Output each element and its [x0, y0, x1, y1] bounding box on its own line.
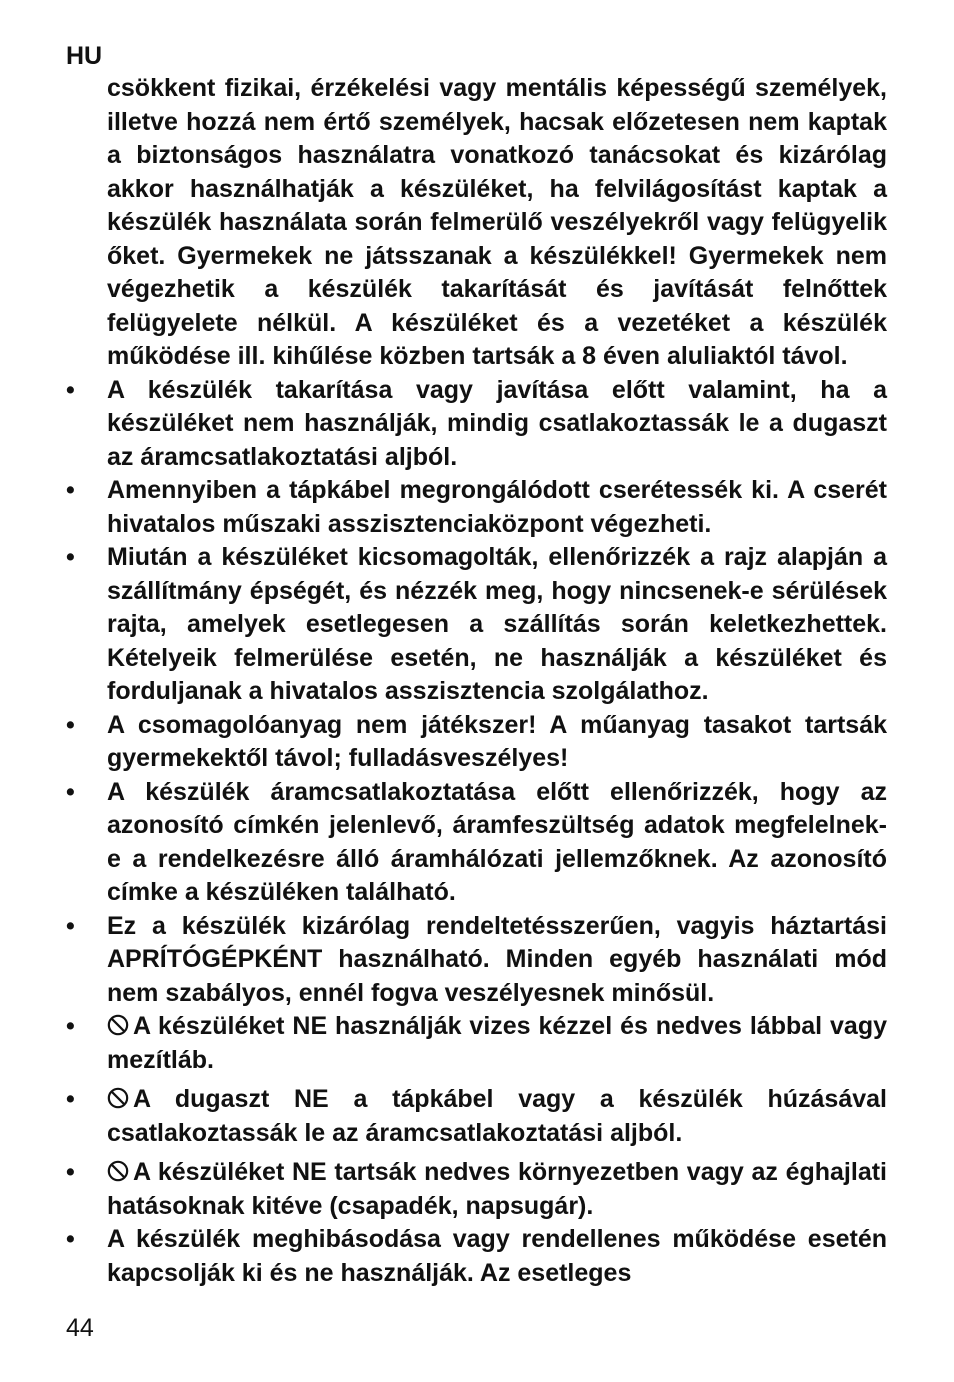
- list-item-text: A dugaszt NE a tápkábel vagy a készülék húzásával csatlakoztassák le az áramcsatlakoztatási aljból.: [107, 1085, 887, 1147]
- language-code: HU: [66, 42, 103, 70]
- intro-paragraph: csökkent fizikai, érzékelési vagy mentális képességű személyek, illetve hozzá nem értő személyek, hacsak előzetesen nem kaptak a biztonságos használatra vonatkozó tanácsokat és kizárólag akkor használhatják a készüléket, ha felvilágosítást kaptak a készülék használata során felmerülő veszélyekről vagy felügyelik őket. Gyermekek ne játsszanak a készülékkel! Gyermekek nem végezhetik a készülék takarítását és javítását felnőttek felügyelete nélkül. A készüléket és a vezetéket a készülék működése ill. kihűlése közben tartsák a 8 éven aluliaktól távol.: [107, 74, 887, 370]
- list-item: [66, 776, 887, 910]
- safety-list: [66, 374, 887, 1291]
- bullet: •: [66, 710, 75, 739]
- bullet: •: [66, 1085, 75, 1113]
- list-item-text: A csomagolóanyag nem játékszer! A műanyag tasakot tartsák gyermekektől távol; fulladásveszélyes!: [107, 710, 887, 772]
- list-item: [66, 1083, 887, 1150]
- bullet: •: [66, 1158, 75, 1186]
- list-item: [66, 374, 887, 475]
- list-item-text: A készülék takarítása vagy javítása előtt valamint, ha a készüléket nem használják, mindig csatlakoztassák le a dugaszt az áramcsatlakoztatási aljból.: [107, 375, 887, 471]
- list-item-text: Amennyiben a tápkábel megrongálódott cserétessék ki. A cserét hivatalos műszaki asszisztenciaközpont végezheti.: [107, 476, 887, 538]
- list-item: [66, 1223, 887, 1290]
- list-item-text: A készülék meghibásodása vagy rendellenes működése esetén kapcsolják ki és ne használják. Az esetleges: [107, 1225, 887, 1287]
- page-number: 44: [66, 1314, 94, 1342]
- prohibition-icon: [107, 1087, 129, 1109]
- list-item-text: A készüléket NE használják vizes kézzel és nedves lábbal vagy mezítláb.: [107, 1012, 887, 1074]
- list-item-text: Ez a készülék kizárólag rendeltetésszerűen, vagyis háztartási APRÍTÓGÉPKÉNT használható. Minden egyéb használati mód nem szabályos, ennél fogva veszélyesnek minősül.: [107, 911, 887, 1007]
- list-item: [66, 1010, 887, 1077]
- list-item: [66, 1156, 887, 1223]
- prohibition-icon: [107, 1160, 129, 1182]
- list-item-text: A készüléket NE tartsák nedves környezetben vagy az éghajlati hatásoknak kitéve (csapadék, napsugár).: [107, 1158, 887, 1220]
- list-item: [66, 474, 887, 541]
- list-item-text: Miután a készüléket kicsomagolták, ellenőrizzék a rajz alapján a szállítmány épségét, és nézzék meg, hogy nincsenek-e sérülések rajta, amelyek esetlegesen a szállítás során keletkezhettek. Kételyeik felmerülése esetén, ne használják a készüléket és forduljanak a hivatalos asszisztencia szolgálathoz.: [107, 543, 887, 705]
- document-body: [66, 72, 887, 1290]
- list-item: [66, 910, 887, 1011]
- list-item: [66, 541, 887, 709]
- list-item: [66, 709, 887, 776]
- bullet: •: [66, 1012, 75, 1040]
- list-item-text: A készülék áramcsatlakoztatása előtt ellenőrizzék, hogy az azonosító címkén jelenlevő, áramfeszültség adatok megfelelnek-e a rendelkezésre álló áramhálózati jellemzőknek. Az azonosító címke a készüléken található.: [107, 777, 887, 906]
- bullet: •: [66, 1225, 75, 1253]
- prohibition-icon: [107, 1014, 129, 1036]
- bullet: •: [66, 777, 75, 806]
- bullet: •: [66, 911, 75, 940]
- bullet: •: [66, 476, 75, 504]
- bullet: •: [66, 375, 75, 404]
- bullet: •: [66, 543, 75, 571]
